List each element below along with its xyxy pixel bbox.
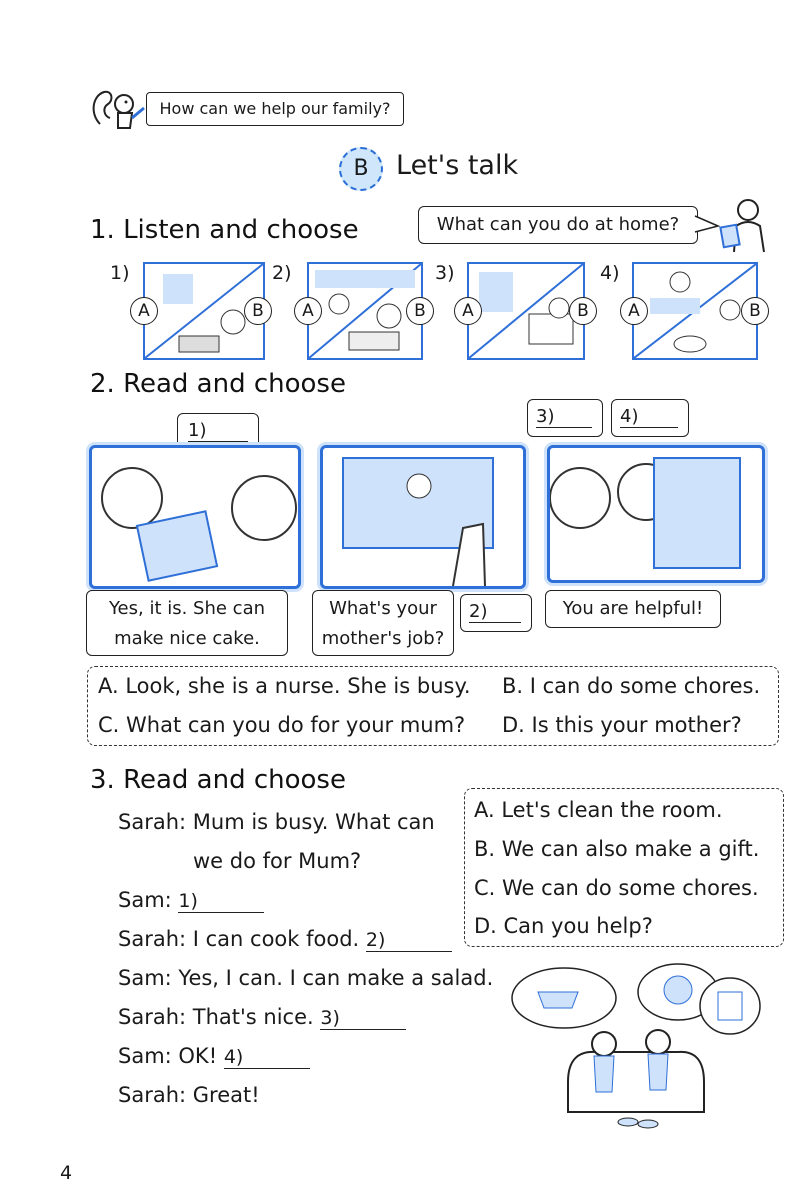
dialog-line (118, 888, 264, 913)
part1-speech-bubble: What can you do at home? (418, 206, 698, 244)
option-c[interactable]: C. What can you do for your mum? (98, 713, 466, 737)
dialog-line: we do for Mum? (193, 849, 362, 873)
caption-line: What's your (329, 598, 437, 619)
option-d[interactable]: D. Can you help? (474, 914, 653, 938)
caption-line: Yes, it is. She can (108, 598, 266, 619)
page-number: 4 (60, 1162, 73, 1184)
answer-blank-2[interactable]: 2) (366, 929, 452, 952)
dialog-text: Sarah: I can cook food. (118, 927, 360, 951)
story-picture-1 (89, 445, 301, 589)
option-b-circle[interactable]: B (569, 297, 597, 325)
item-number: 3) (435, 262, 455, 284)
teacher-boy-icon (718, 196, 774, 254)
blank-label: 1) (188, 420, 248, 442)
blank-label: 4) (620, 406, 678, 428)
option-a-circle[interactable]: A (620, 297, 648, 325)
blank-label: 3) (536, 406, 592, 428)
item-number: 1) (110, 262, 130, 284)
dialog-line: Sam: Yes, I can. I can make a salad. (118, 966, 494, 990)
dialog-line (118, 927, 452, 952)
option-a-circle[interactable]: A (294, 297, 322, 325)
option-a[interactable]: A. Look, she is a nurse. She is busy. (98, 674, 471, 698)
option-a[interactable]: A. Let's clean the room. (474, 798, 723, 822)
dialog-text: Sarah: That's nice. (118, 1005, 314, 1029)
option-b-circle[interactable]: B (406, 297, 434, 325)
story-picture-3 (547, 445, 765, 583)
caption-bubble-2 (312, 590, 454, 656)
section-title: Let's talk (396, 150, 519, 181)
dialog-line (118, 1005, 406, 1030)
option-b[interactable]: B. I can do some chores. (502, 674, 761, 698)
answer-blank-1[interactable]: 1) (178, 890, 264, 913)
item-number: 2) (272, 262, 292, 284)
story-picture-2 (320, 445, 526, 589)
item-number: 4) (600, 262, 620, 284)
blank-label: 2) (469, 601, 521, 623)
answer-blank-4[interactable]: 4) (224, 1046, 310, 1069)
caption-bubble-1 (86, 590, 288, 656)
dialog-line: Sarah: Mum is busy. What can (118, 810, 435, 834)
dialog-line: Sarah: Great! (118, 1083, 260, 1107)
dialog-line (118, 1044, 310, 1069)
answer-blank-3[interactable]: 3) (320, 1007, 406, 1030)
topic-box: How can we help our family? (146, 92, 404, 126)
option-b-circle[interactable]: B (741, 297, 769, 325)
answer-bubble-3[interactable] (527, 399, 603, 437)
section-badge: B (339, 147, 383, 191)
caption-line: make nice cake. (114, 628, 260, 649)
answer-bubble-4[interactable] (611, 399, 689, 437)
chore-picture (632, 262, 758, 360)
chore-picture (467, 262, 585, 360)
squirrel-icon (88, 84, 148, 134)
option-b-circle[interactable]: B (244, 297, 272, 325)
dialog-text: Sam: (118, 888, 172, 912)
option-d[interactable]: D. Is this your mother? (502, 713, 742, 737)
caption-bubble-3: You are helpful! (545, 590, 721, 628)
bubble-tail-icon (694, 214, 720, 236)
kids-sofa-illustration (508, 962, 774, 1132)
caption-line: mother's job? (321, 628, 445, 649)
part3-heading: 3. Read and choose (90, 765, 346, 795)
option-b[interactable]: B. We can also make a gift. (474, 837, 760, 861)
option-a-circle[interactable]: A (454, 297, 482, 325)
part2-heading: 2. Read and choose (90, 369, 346, 399)
answer-bubble-2[interactable] (460, 594, 532, 632)
part1-heading: 1. Listen and choose (90, 215, 359, 245)
dialog-text: Sam: OK! (118, 1044, 218, 1068)
option-a-circle[interactable]: A (130, 297, 158, 325)
option-c[interactable]: C. We can do some chores. (474, 876, 759, 900)
